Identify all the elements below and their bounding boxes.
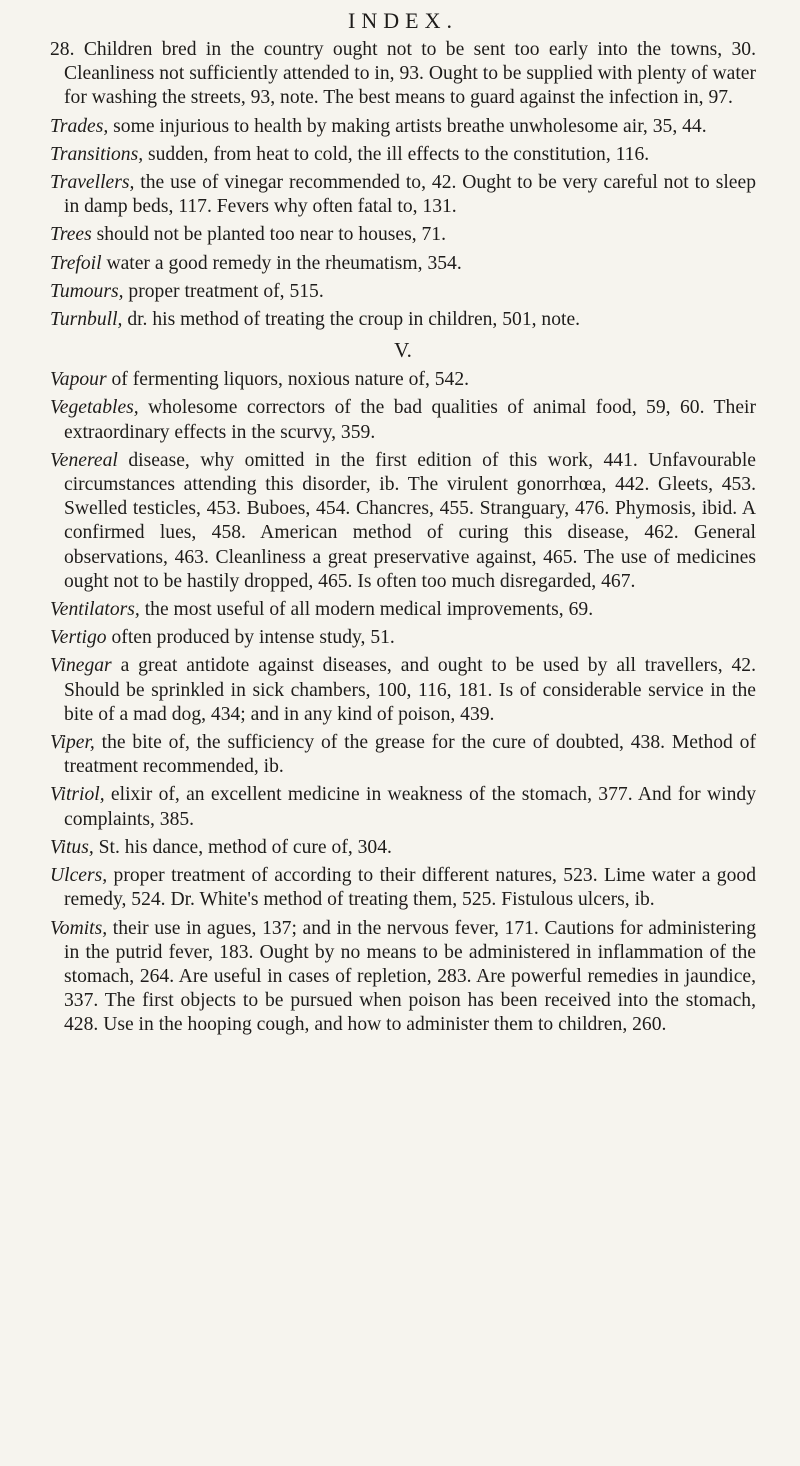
entry-heading: Vapour bbox=[50, 369, 107, 391]
index-entry bbox=[50, 308, 756, 332]
entry-text: some injurious to health by making artists breathe unwholesome air, 35, 44. bbox=[108, 115, 707, 137]
entry-heading: Trees bbox=[50, 224, 92, 246]
entry-text: proper treatment of, 515. bbox=[123, 280, 324, 302]
index-entry bbox=[50, 252, 756, 276]
entry-heading: Tumours, bbox=[50, 280, 124, 302]
section-letter: V. bbox=[394, 338, 412, 363]
entry-text: proper treatment of according to their different natures, 523. Lime water a good remedy, 524. Dr. White's method of treating them, 525. Fistulous ulcers, ib. bbox=[64, 865, 756, 911]
index-entry bbox=[50, 864, 756, 912]
entry-text: often produced by intense study, 51. bbox=[106, 627, 395, 649]
entry-text: their use in agues, 137; and in the nervous fever, 171. Cautions for administering in the putrid fever, 183. Ought by no means to be administered in inflammation of the stomach, 264. Are useful in cases of repletion, 283. Are powerful remedies in jaundice, 337. The first objects to be pursued when poison has been received into the stomach, 428. Use in the hooping cough, and how to administer them to children, 260. bbox=[64, 917, 756, 1036]
index-entry bbox=[50, 836, 756, 860]
entry-heading: Venereal bbox=[50, 449, 118, 471]
index-entry bbox=[50, 171, 756, 219]
index-section-t bbox=[50, 38, 756, 332]
entry-heading: Viper, bbox=[50, 732, 95, 754]
index-entry bbox=[50, 280, 756, 304]
entry-text: of fermenting liquors, noxious nature of, 542. bbox=[106, 369, 470, 391]
entry-heading: Transitions, bbox=[50, 143, 144, 165]
entry-text: a great antidote against diseases, and ought to be used by all travellers, 42. Should be sprinkled in sick chambers, 100, 116, 181. Is of considerable service in the bite of a mad dog, 434; and in any kind of poison, 439. bbox=[64, 655, 756, 725]
index-entry bbox=[50, 654, 756, 727]
index-entry bbox=[50, 143, 756, 167]
entry-heading: Vinegar bbox=[50, 655, 112, 677]
index-entry bbox=[50, 598, 756, 622]
entry-heading: Trefoil bbox=[50, 252, 102, 274]
entry-text: dr. his method of treating the croup in children, 501, note. bbox=[122, 309, 581, 331]
entry-text: 28. Children bred in the country ought not to be sent too early into the towns, 30. Cleanliness not sufficiently attended to in, 93. Ought to be supplied with plenty of water for washing the streets, 93, note. The best means to guard against the infection in, 97. bbox=[50, 39, 756, 109]
index-entry bbox=[50, 38, 756, 111]
entry-text: the bite of, the sufficiency of the grease for the cure of doubted, 438. Method of treatment recommended, ib. bbox=[64, 732, 756, 778]
entry-text: St. his dance, method of cure of, 304. bbox=[93, 836, 392, 858]
index-entry bbox=[50, 783, 756, 831]
entry-text: wholesome correctors of the bad qualities of animal food, 59, 60. Their extraordinary effects in the scurvy, 359. bbox=[64, 397, 756, 443]
entry-heading: Ulcers, bbox=[50, 865, 108, 887]
index-entry bbox=[50, 731, 756, 779]
entry-heading: Vegetables, bbox=[50, 397, 139, 419]
entry-text: disease, why omitted in the first edition of this work, 441. Unfavourable circumstances attending this disorder, ib. The virulent gonorrhœa, 442. Gleets, 453. Swelled testicles, 453. Buboes, 454. Chancres, 455. Stranguary, 476. Phymosis, ibid. A confirmed lues, 458. American method of curing this disease, 462. General observations, 463. Cleanliness a great preservative against, 465. The use of medicines ought not to be hastily dropped, 465. Is often too much disregarded, 467. bbox=[64, 449, 756, 592]
index-entry bbox=[50, 917, 756, 1038]
entry-heading: Vomits, bbox=[50, 917, 108, 939]
entry-text: the most useful of all modern medical improvements, 69. bbox=[139, 599, 594, 621]
index-entry bbox=[50, 626, 756, 650]
entry-heading: Vertigo bbox=[50, 627, 107, 649]
entry-text: should not be planted too near to houses, 71. bbox=[91, 224, 447, 246]
index-entry bbox=[50, 449, 756, 594]
entry-text: the use of vinegar recommended to, 42. Ought to be very careful not to sleep in damp beds, 117. Fevers why often fatal to, 131. bbox=[64, 172, 756, 218]
entry-text: water a good remedy in the rheumatism, 354. bbox=[101, 252, 462, 274]
entry-heading: Vitus, bbox=[50, 836, 94, 858]
index-entry bbox=[50, 115, 756, 139]
entry-text: elixir of, an excellent medicine in weakness of the stomach, 377. And for windy complaints, 385. bbox=[64, 784, 756, 830]
index-entry bbox=[50, 368, 756, 392]
entry-heading: Turnbull, bbox=[50, 309, 123, 331]
index-entry bbox=[50, 396, 756, 444]
running-head: INDEX. bbox=[348, 8, 458, 33]
entry-heading: Ventilators, bbox=[50, 599, 140, 621]
entry-heading: Travellers, bbox=[50, 172, 135, 194]
entry-heading: Trades, bbox=[50, 115, 109, 137]
entry-text: sudden, from heat to cold, the ill effects to the constitution, 116. bbox=[143, 143, 650, 165]
entry-heading: Vitriol, bbox=[50, 784, 105, 806]
index-section-v bbox=[50, 368, 756, 1037]
index-entry bbox=[50, 223, 756, 247]
